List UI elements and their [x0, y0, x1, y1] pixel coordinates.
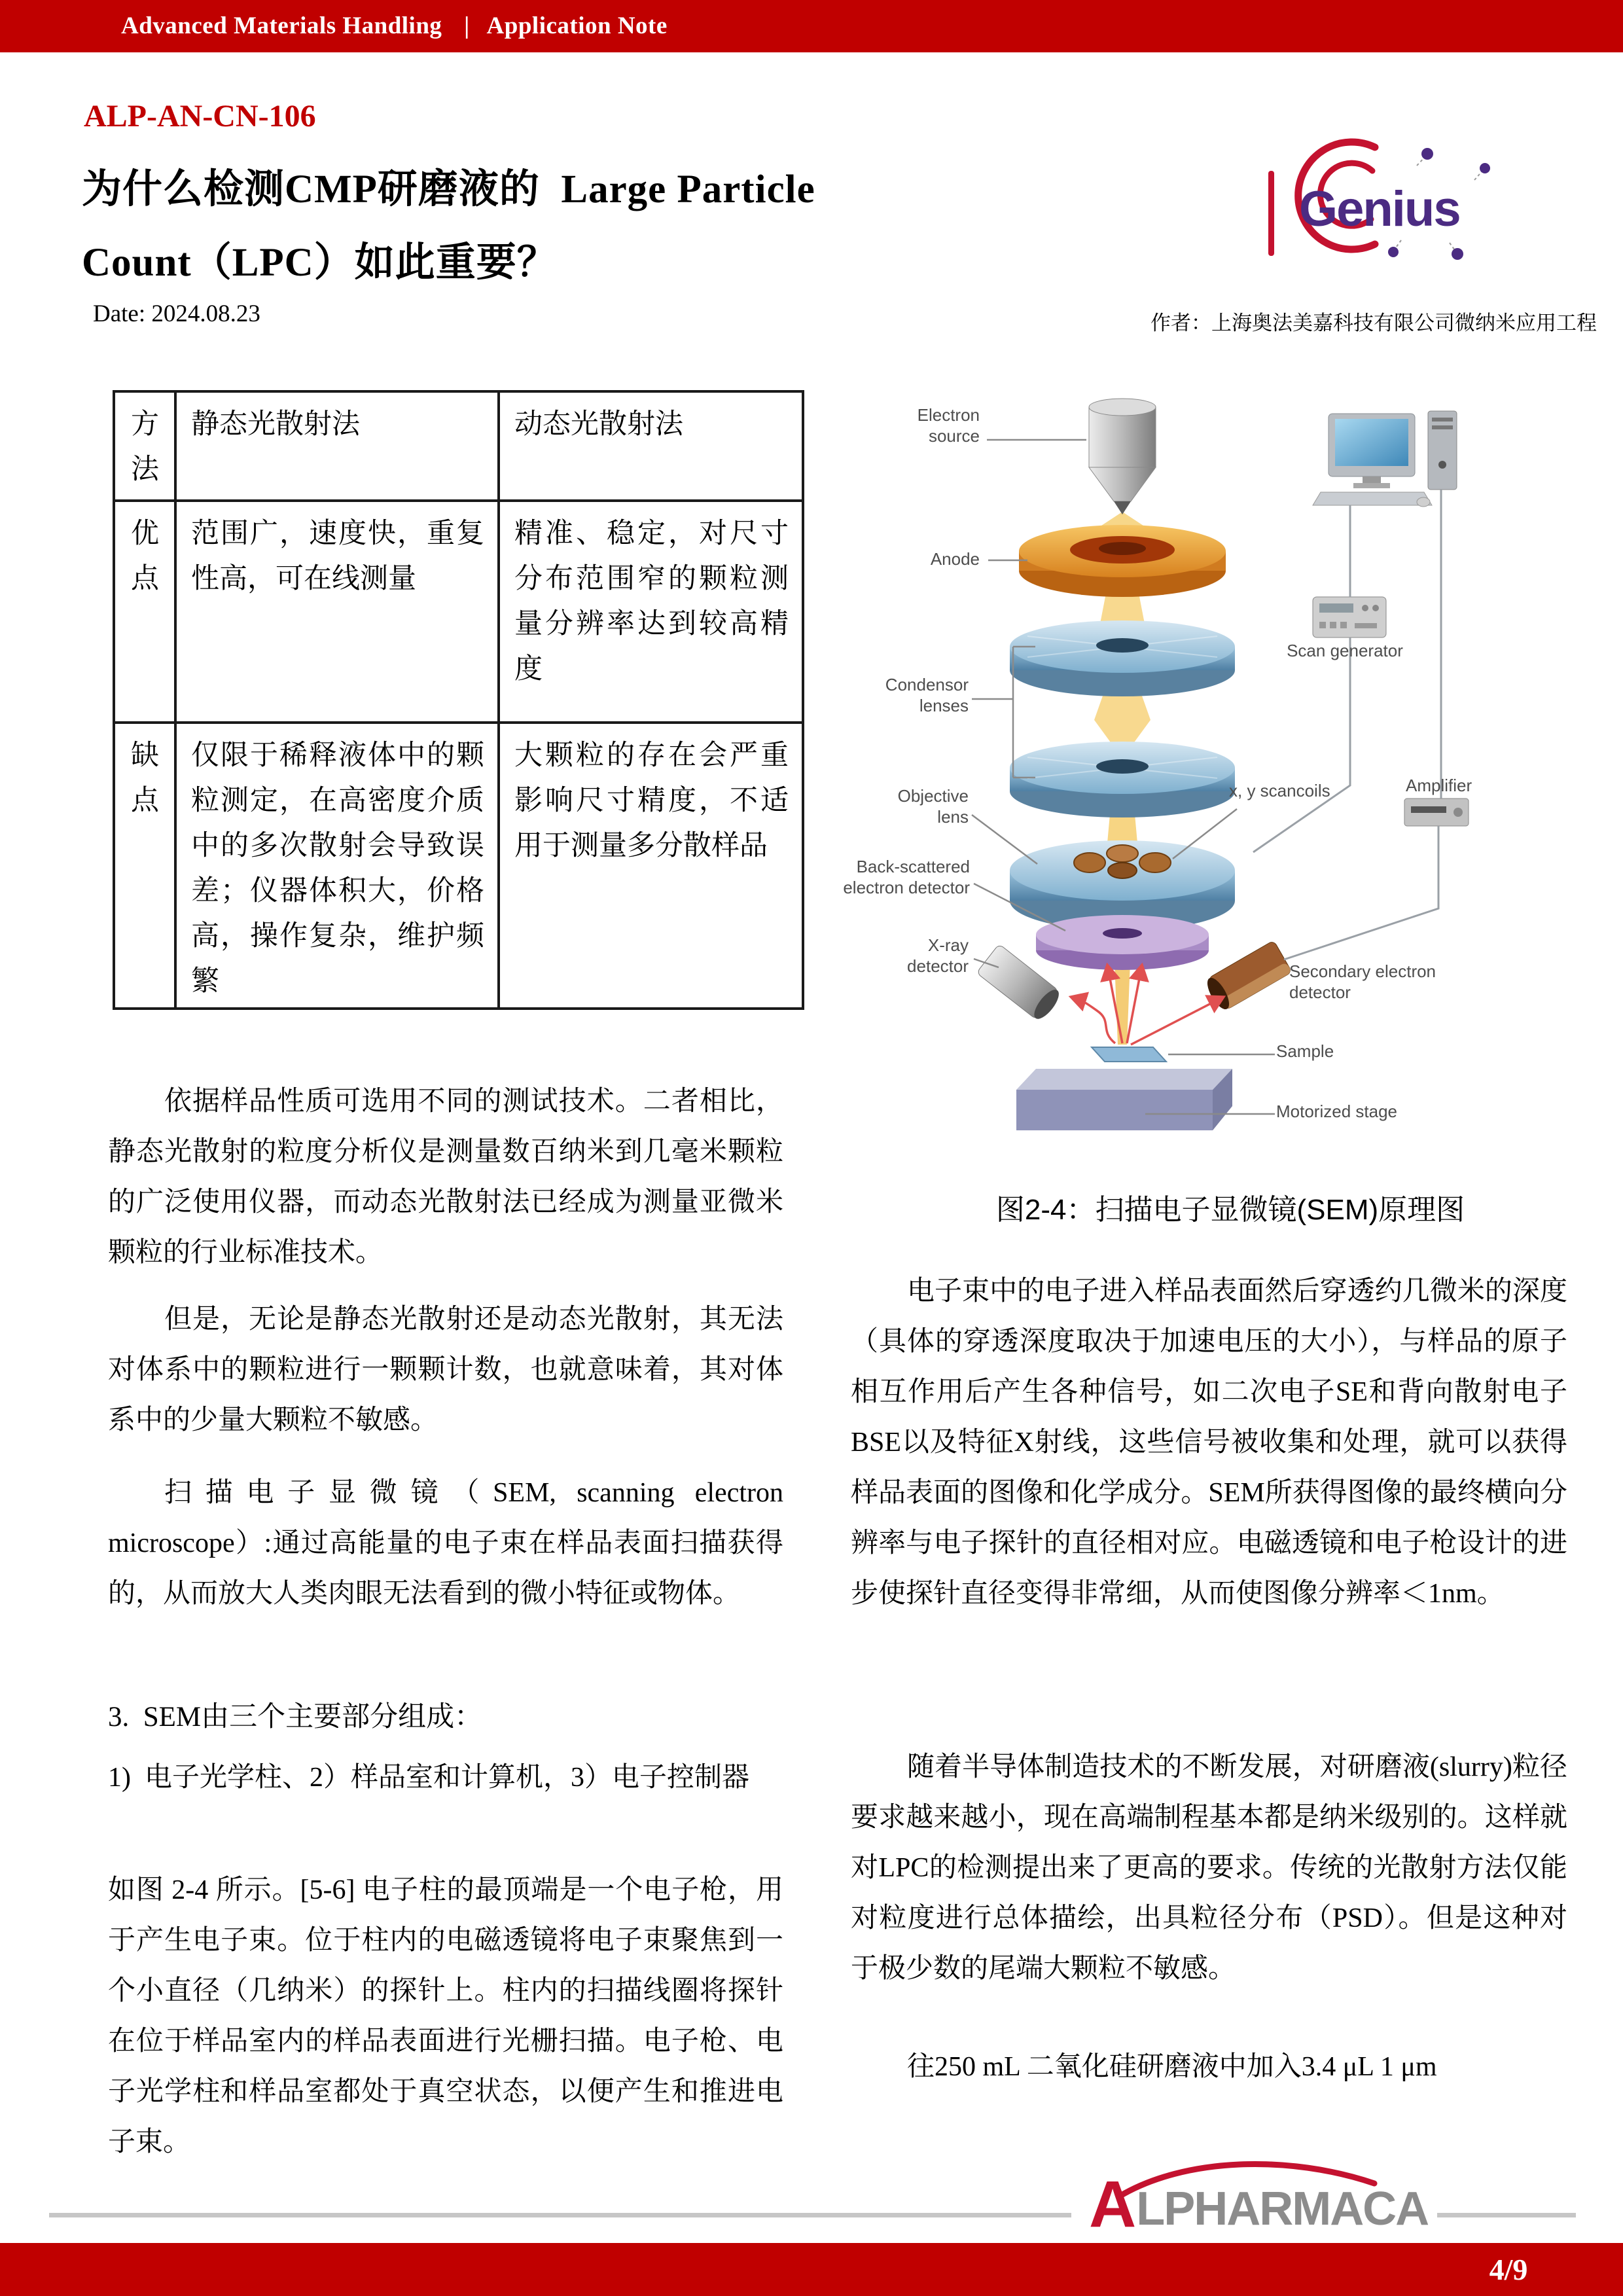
- left-paragraph-3: 扫描电子显微镜（SEM, scanning electron microscope）:通过高能量的电子束在样品表面扫描获得的，从而放大人类肉眼无法看到的微小特征或物体。: [108, 1478, 783, 1609]
- label-condensor-lenses: Condensor lenses: [885, 675, 969, 715]
- label-scancoils: x, y scancoils: [1229, 781, 1330, 800]
- sample-icon: [1092, 1047, 1166, 1062]
- label-scan-generator: Scan generator: [1287, 641, 1403, 660]
- signal-arrows-icon: [1071, 965, 1224, 1045]
- alpharmaca-logo-initial: A: [1089, 2168, 1137, 2241]
- label-anode: Anode: [930, 549, 980, 569]
- table-row: [114, 391, 803, 501]
- page-number: 4/9: [1489, 2253, 1528, 2286]
- secondary-detector-icon: [1203, 941, 1292, 1013]
- footer-banner: [0, 2243, 1623, 2296]
- footer-rule-right: [1428, 2213, 1576, 2217]
- footer-rule-left: [49, 2213, 1071, 2217]
- alpharmaca-logo: [1080, 2161, 1437, 2241]
- cables-icon: [1253, 490, 1441, 960]
- section-heading-3: 3. SEM由三个主要部分组成：: [108, 1702, 483, 1732]
- motorized-stage-icon: [1016, 1069, 1232, 1130]
- label-xray-detector: X-ray detector: [907, 935, 969, 976]
- label-motorized-stage: Motorized stage: [1276, 1102, 1397, 1121]
- table-cell-cons-label: 缺点: [114, 723, 175, 1009]
- header-banner-separator: |: [464, 12, 470, 39]
- right-paragraph-1: 电子束中的电子进入样品表面然后穿透约几微米的深度（具体的穿透深度取决于加速电压的大小），与样品的原子相互作用后产生各种信号，如二次电子SE和背向散射电子BSE以及特征X射线，这些信号被收集和处理，就可以获得样品表面的图像和化学成分。SEM所获得图像的最终横向分辨率与电子探针的直径相对应。电磁透镜和电子枪设计的进步使探针直径变得非常细，从而使图像分辨率＜1nm。: [851, 1276, 1567, 1609]
- condenser-lens-1-icon: [1010, 620, 1235, 696]
- scan-generator-icon: [1313, 597, 1386, 637]
- table-cell-method-label: 方法: [114, 391, 175, 501]
- backscattered-detector-icon: [1036, 915, 1209, 970]
- table-cell-dynamic-cons: 大颗粒的存在会严重影响尺寸精度，不适用于测量多分散样品: [499, 723, 803, 1009]
- left-paragraph-1: 依据样品性质可选用不同的测试技术。二者相比，静态光散射的粒度分析仪是测量数百纳米到几毫米颗粒的广泛使用仪器，而动态光散射法已经成为测量亚微米颗粒的行业标准技术。: [108, 1086, 783, 1268]
- computer-icon: [1313, 411, 1457, 507]
- method-comparison-table: [113, 390, 804, 1010]
- label-electron-source: Electron source: [917, 405, 980, 446]
- table-cell-pros-label: 优点: [114, 501, 175, 723]
- table-cell-dynamic-pros: 精准、稳定，对尺寸分布范围窄的颗粒测量分辨率达到较高精度: [499, 501, 803, 723]
- sem-parts-list: 1) 电子光学柱、2）样品室和计算机，3）电子控制器: [108, 1763, 749, 1793]
- table-cell-static-pros: 范围广，速度快，重复性高，可在线测量: [175, 501, 499, 723]
- header-banner-right: Application Note: [486, 12, 668, 39]
- right-paragraph-3: 往250 mL 二氧化硅研磨液中加入3.4 μL 1 μm: [907, 2052, 1437, 2082]
- genius-logo-icon: [1260, 128, 1495, 262]
- page-title-line2: Count（LPC）如此重要？: [82, 241, 558, 285]
- table-cell-static-header: 静态光散射法: [175, 391, 499, 501]
- table-cell-static-cons: 仅限于稀释液体中的颗粒测定，在高密度介质中的多次散射会导致误差；仪器体积大，价格高，操作复杂，维护频繁: [175, 723, 499, 1009]
- genius-logo: [1260, 128, 1495, 262]
- label-objective-lens: Objective lens: [897, 786, 969, 827]
- genius-logo-text: Genius: [1299, 181, 1460, 237]
- sem-diagram: [870, 367, 1623, 1185]
- header-banner-text: [121, 0, 668, 52]
- left-paragraph-2: 但是，无论是静态光散射还是动态光散射，其无法对体系中的颗粒进行一颗颗计数，也就意味着，其对体系中的少量大颗粒不敏感。: [108, 1304, 783, 1435]
- condenser-lens-2-icon: [1010, 742, 1235, 817]
- table-row: [114, 723, 803, 1009]
- anode-icon: [1019, 525, 1226, 597]
- electron-source-icon: [1089, 399, 1156, 514]
- author-line: 作者：上海奥法美嘉科技有限公司微纳米应用工程: [1150, 312, 1597, 334]
- right-paragraph-2: 随着半导体制造技术的不断发展，对研磨液(slurry)粒径要求越来越小，现在高端制程基本都是纳米级别的。这样就对LPC的检测提出来了更高的要求。传统的光散射方法仅能对粒度进行总体描绘，出具粒径分布（PSD）。但是这种对于极少数的尾端大颗粒不敏感。: [851, 1752, 1567, 1984]
- doc-code: ALP-AN-CN-106: [84, 99, 316, 134]
- page-title-line1: 为什么检测CMP研磨液的 Large Particle: [82, 168, 815, 211]
- label-back-scattered-detector: Back-scattered electron detector: [843, 857, 970, 897]
- label-amplifier: Amplifier: [1406, 776, 1472, 795]
- alpharmaca-logo-text: LPHARMACA: [1136, 2183, 1429, 2235]
- header-banner: [0, 0, 1623, 52]
- alpharmaca-arc-icon: [1080, 2156, 1420, 2208]
- label-secondary-detector: Secondary electron detector: [1289, 961, 1436, 1002]
- figure-caption: 图2-4：扫描电子显微镜(SEM)原理图: [995, 1194, 1465, 1226]
- amplifier-icon: [1404, 798, 1469, 826]
- date-label: Date: 2024.08.23: [93, 300, 260, 327]
- label-sample: Sample: [1276, 1041, 1334, 1061]
- header-banner-left: Advanced Materials Handling: [121, 12, 442, 39]
- left-paragraph-4: 如图 2-4 所示。[5-6] 电子柱的最顶端是一个电子枪，用于产生电子束。位于柱内的电磁透镜将电子束聚焦到一个小直径（几纳米）的探针上。柱内的扫描线圈将探针在位于样品室内的样品表面进行光栅扫描。电子枪、电子光学柱和样品室都处于真空状态，以便产生和推进电子束。: [108, 1875, 783, 2157]
- table-row: [114, 501, 803, 723]
- table-cell-dynamic-header: 动态光散射法: [499, 391, 803, 501]
